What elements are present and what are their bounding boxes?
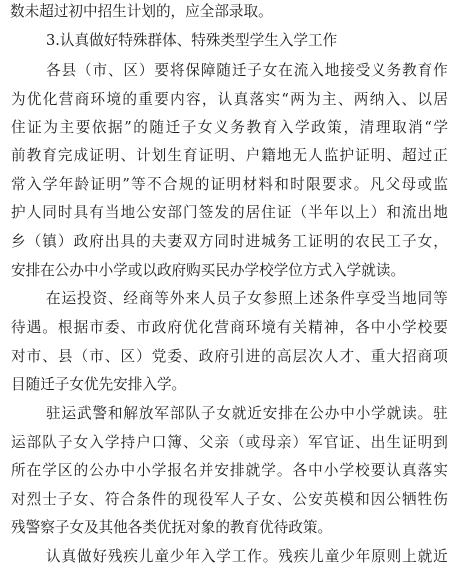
text-line-5: 住 证 为 主 要 依 据 ” 的 随 迁 子 女 义 务 教 育 入 学 政 策 ， 清 理 取 消 “ 学 — [11, 119, 448, 136]
text-line-9: 乡 （ 镇 ） 政 府 出 具 的 夫 妻 双 方 同 时 进 城 务 工 证 明 的 农 民 工 子 女 ， — [11, 233, 448, 250]
text-line-11: 在 运 投 资 、 经 商 等 外 来 人 员 子 女 参 照 上 述 条 件 享 受 当 地 同 等 — [46, 290, 448, 307]
text-line-7: 常 入 学 年 龄 证 明 ” 等 不 合 规 的 证 明 材 料 和 时 限 要 求 。 凡 父 母 或 监 — [11, 176, 448, 193]
text-line-10: 安排在公办中小学或以政府购买民办学校学位方式入学就读。 — [11, 262, 406, 279]
text-line-3: 各 县 （ 市 、 区 ） 要 将 保 障 随 迁 子 女 在 流 入 地 接 受 义 务 教 育 作 — [46, 62, 448, 79]
text-line-6: 前 教 育 完 成 证 明 、 计 划 生 育 证 明 、 户 籍 地 无 人 监 护 证 明 、 超 过 正 — [11, 147, 448, 164]
text-line-12: 待 遇 。 根 据 市 委 、 市 政 府 优 化 营 商 环 境 有 关 精 神 ， 各 中 小 学 校 要 — [11, 319, 448, 336]
text-line-13: 对 市 、 县 （ 市 、 区 ） 党 委 、 政 府 引 进 的 高 层 次 人 才 、 重 大 招 商 项 — [11, 348, 448, 365]
text-line-18: 对 烈 士 子 女 、 符 合 条 件 的 现 役 军 人 子 女 、 公 安 英 模 和 因 公 牺 牲 伤 — [11, 491, 448, 508]
text-line-16: 运 部 队 子 女 入 学 持 户 口 簿 、 父 亲 （ 或 母 亲 ） 军 官 证 、 出 生 证 明 到 — [11, 434, 448, 451]
text-line-19: 残警察子女及其他各类优抚对象的教育优待政策。 — [11, 519, 333, 536]
text-line-14: 目随迁子女优先安排入学。 — [11, 376, 187, 393]
text-line-8: 护 人 同 时 具 有 当 地 公 安 部 门 签 发 的 居 住 证 （ 半 年 以 上 ） 和 流 出 地 — [11, 204, 448, 221]
text-line-15: 驻 运 武 警 和 解 放 军 部 队 子 女 就 近 安 排 在 公 办 中 小 学 就 读 。 驻 — [46, 405, 448, 422]
text-line-17: 所 在 学 区 的 公 办 中 小 学 报 名 并 安 排 就 学 。 各 中 小 学 校 要 认 真 落 实 — [11, 462, 448, 479]
section-heading: 3.认真做好特殊群体、特殊类型学生入学工作 — [46, 32, 338, 49]
text-line-20: 认 真 做 好 残 疾 儿 童 少 年 入 学 工 作 。 残 疾 儿 童 少 年 原 则 上 就 近 — [46, 548, 448, 565]
text-line-4: 为 优 化 营 商 环 境 的 重 要 内 容 ， 认 真 落 实 “ 两 为 主 、 两 纳 入 、 以 居 — [11, 91, 448, 108]
text-line-1: 数未超过初中招生计划的，应全部录取。 — [10, 3, 273, 20]
